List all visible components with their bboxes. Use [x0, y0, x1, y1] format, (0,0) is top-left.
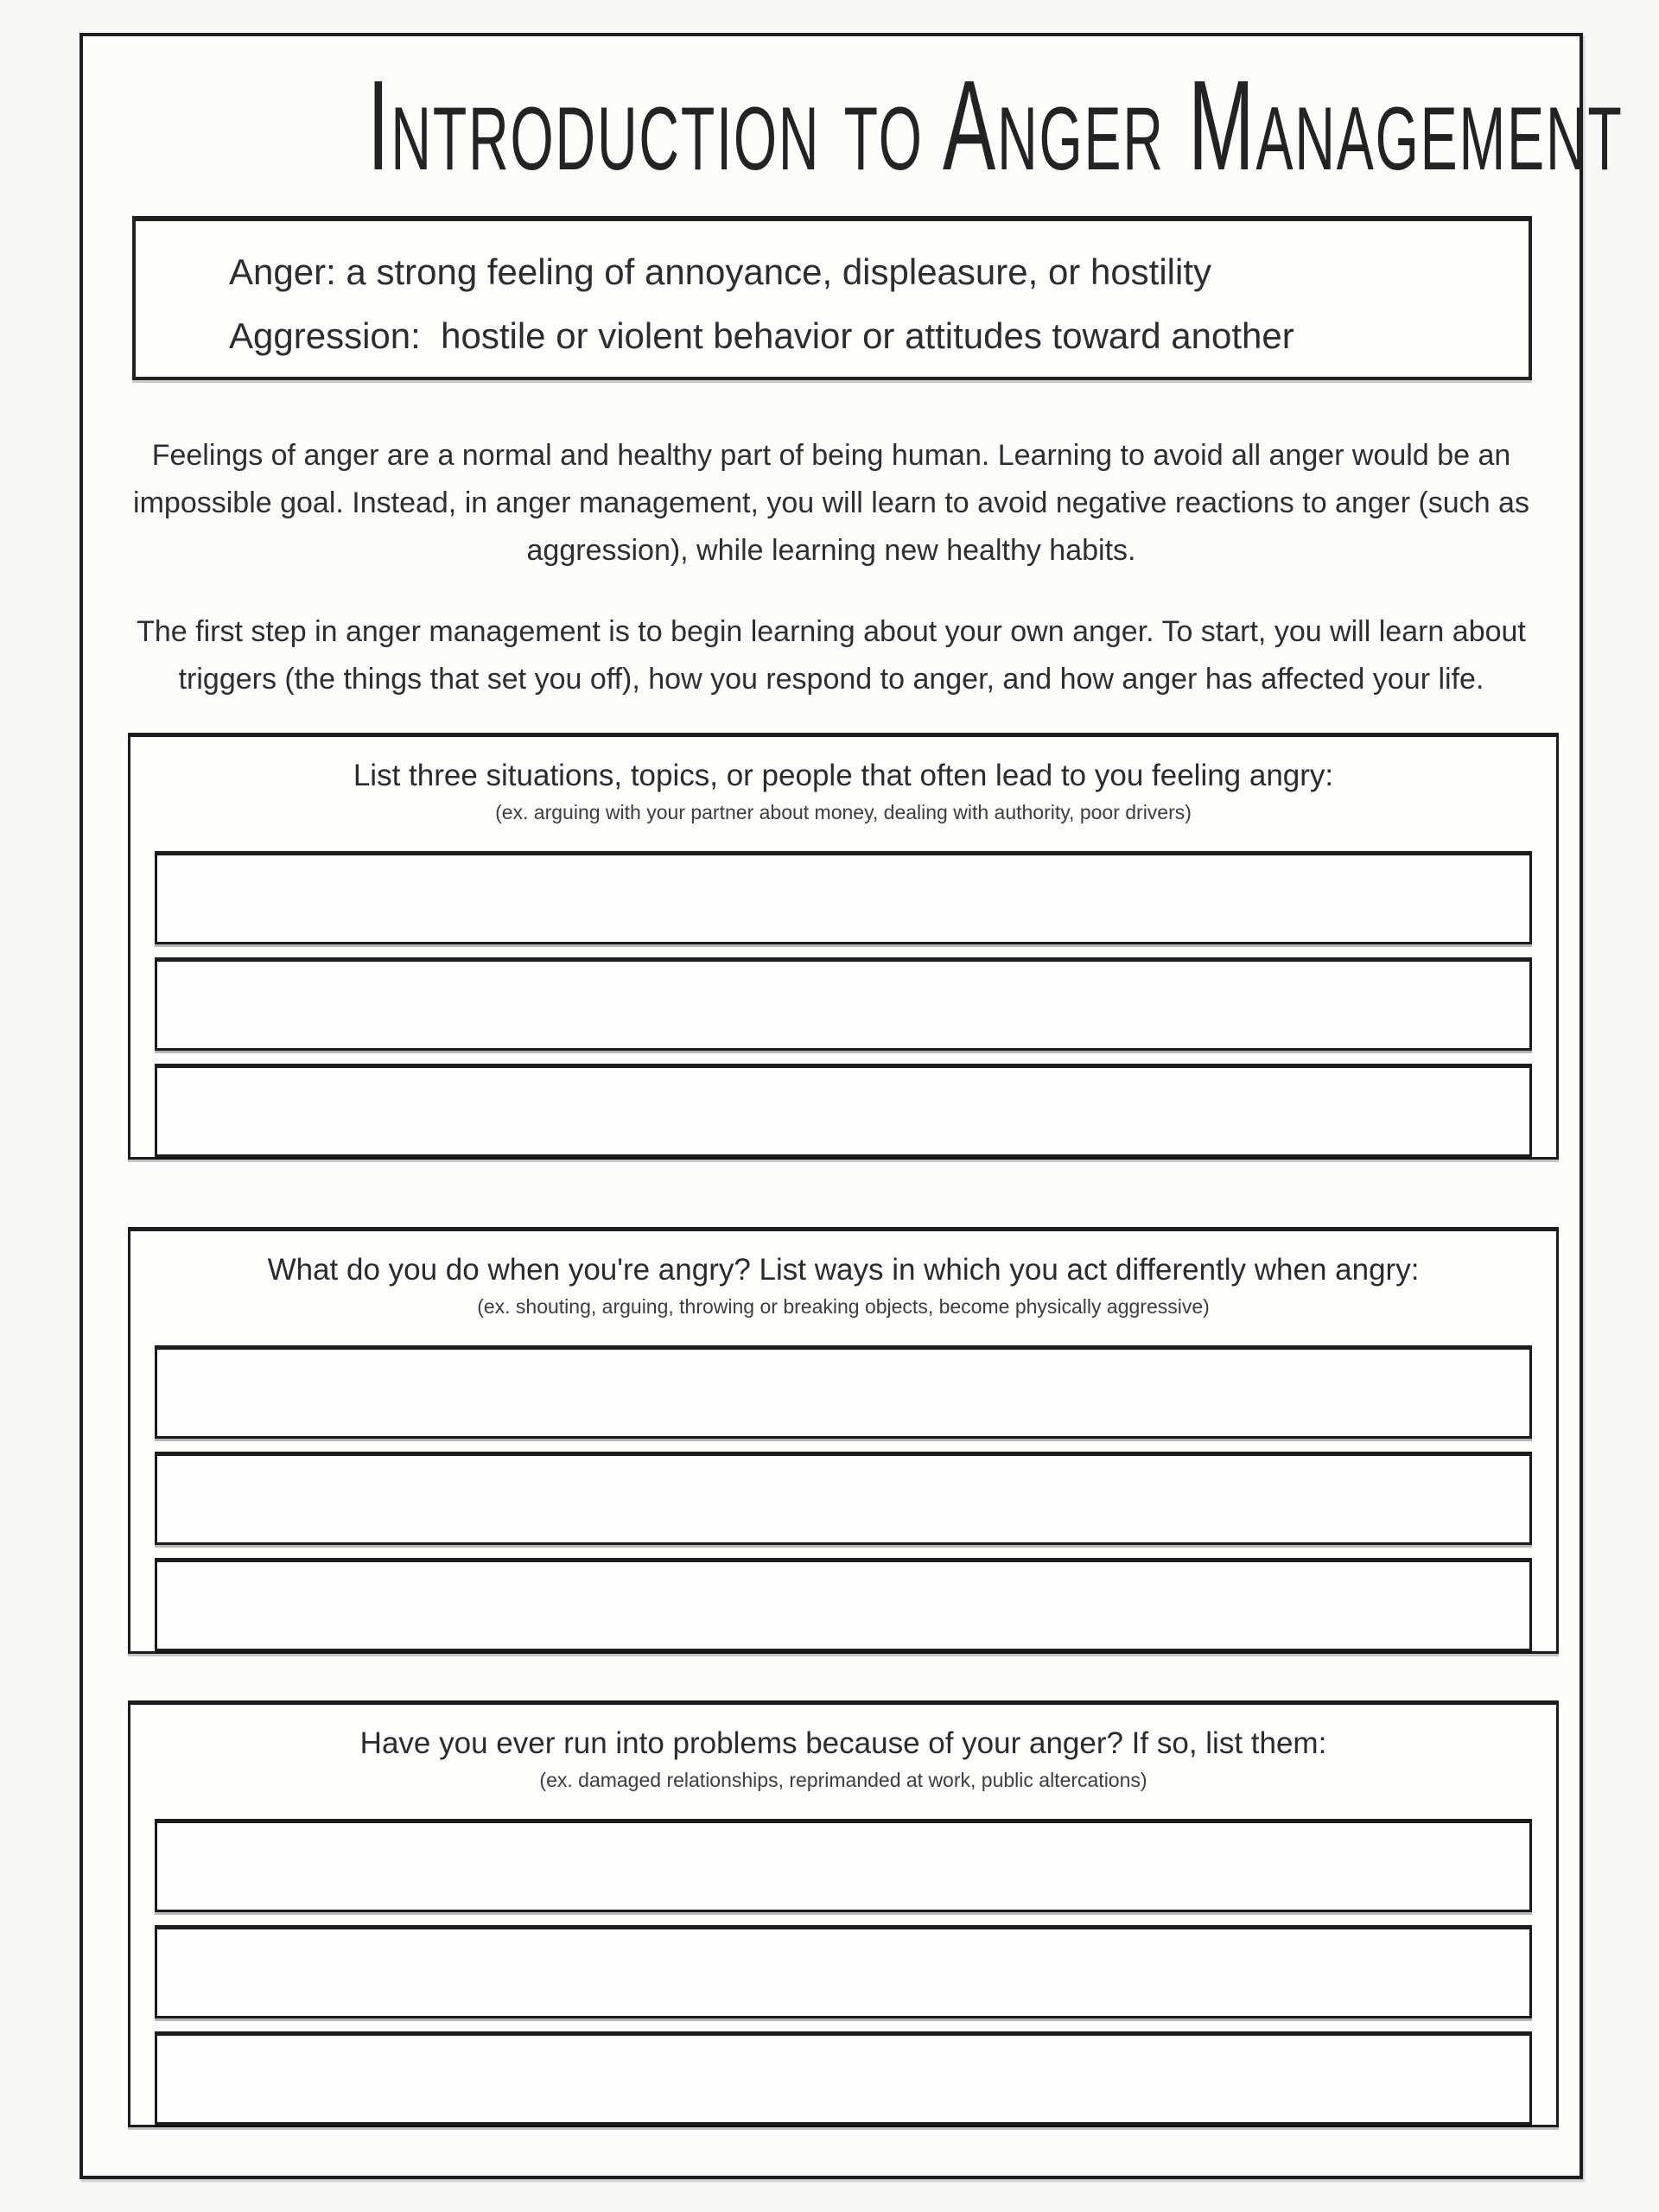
worksheet-page — [79, 33, 1624, 2179]
section-prompt: List three situations, topics, or people that often lead to you feeling angry: — [353, 759, 1334, 792]
intro-paragraph-1: Feelings of anger are a normal and healthy part of being human. Learning to avoid all anger would be an impossible goal. Instead, in anger management, you will learn to avoid negative reactions to anger (such as aggression), while learning new healthy habits. — [133, 439, 1529, 567]
problems-section — [128, 1700, 1559, 2127]
section-example: (ex. damaged relationships, reprimanded at work, public altercations) — [539, 1769, 1147, 1791]
answer-input[interactable] — [155, 851, 1532, 944]
definitions-box — [132, 216, 1532, 380]
answer-input[interactable] — [155, 957, 1532, 1051]
page-title: Introduction to Anger Management — [367, 54, 1624, 197]
answer-list — [130, 1819, 1556, 2125]
section-prompt: Have you ever run into problems because of your anger? If so, list them: — [359, 1726, 1327, 1760]
answer-input[interactable] — [155, 1064, 1532, 1157]
section-example: (ex. shouting, arguing, throwing or breaking objects, become physically aggressive) — [477, 1295, 1210, 1318]
triggers-section — [128, 733, 1559, 1160]
answer-input[interactable] — [155, 1345, 1532, 1439]
answer-input[interactable] — [155, 2031, 1532, 2125]
answer-list — [130, 851, 1556, 1157]
definition-aggression: Aggression: hostile or violent behavior or attitudes toward another — [229, 315, 1294, 356]
responses-section — [128, 1227, 1559, 1654]
answer-input[interactable] — [155, 1819, 1532, 1912]
section-example: (ex. arguing with your partner about money, dealing with authority, poor drivers) — [495, 801, 1192, 823]
answer-input[interactable] — [155, 1452, 1532, 1545]
intro-paragraph-2: The first step in anger management is to begin learning about your own anger. To start, you will learn about triggers (the things that set you off), how you respond to anger, and how anger has affected your life. — [137, 615, 1526, 696]
answer-input[interactable] — [155, 1925, 1532, 2018]
answer-list — [130, 1345, 1556, 1651]
section-prompt: What do you do when you're angry? List ways in which you act differently when angry: — [267, 1253, 1420, 1287]
answer-input[interactable] — [155, 1558, 1532, 1651]
definition-anger: Anger: a strong feeling of annoyance, displeasure, or hostility — [229, 251, 1212, 292]
